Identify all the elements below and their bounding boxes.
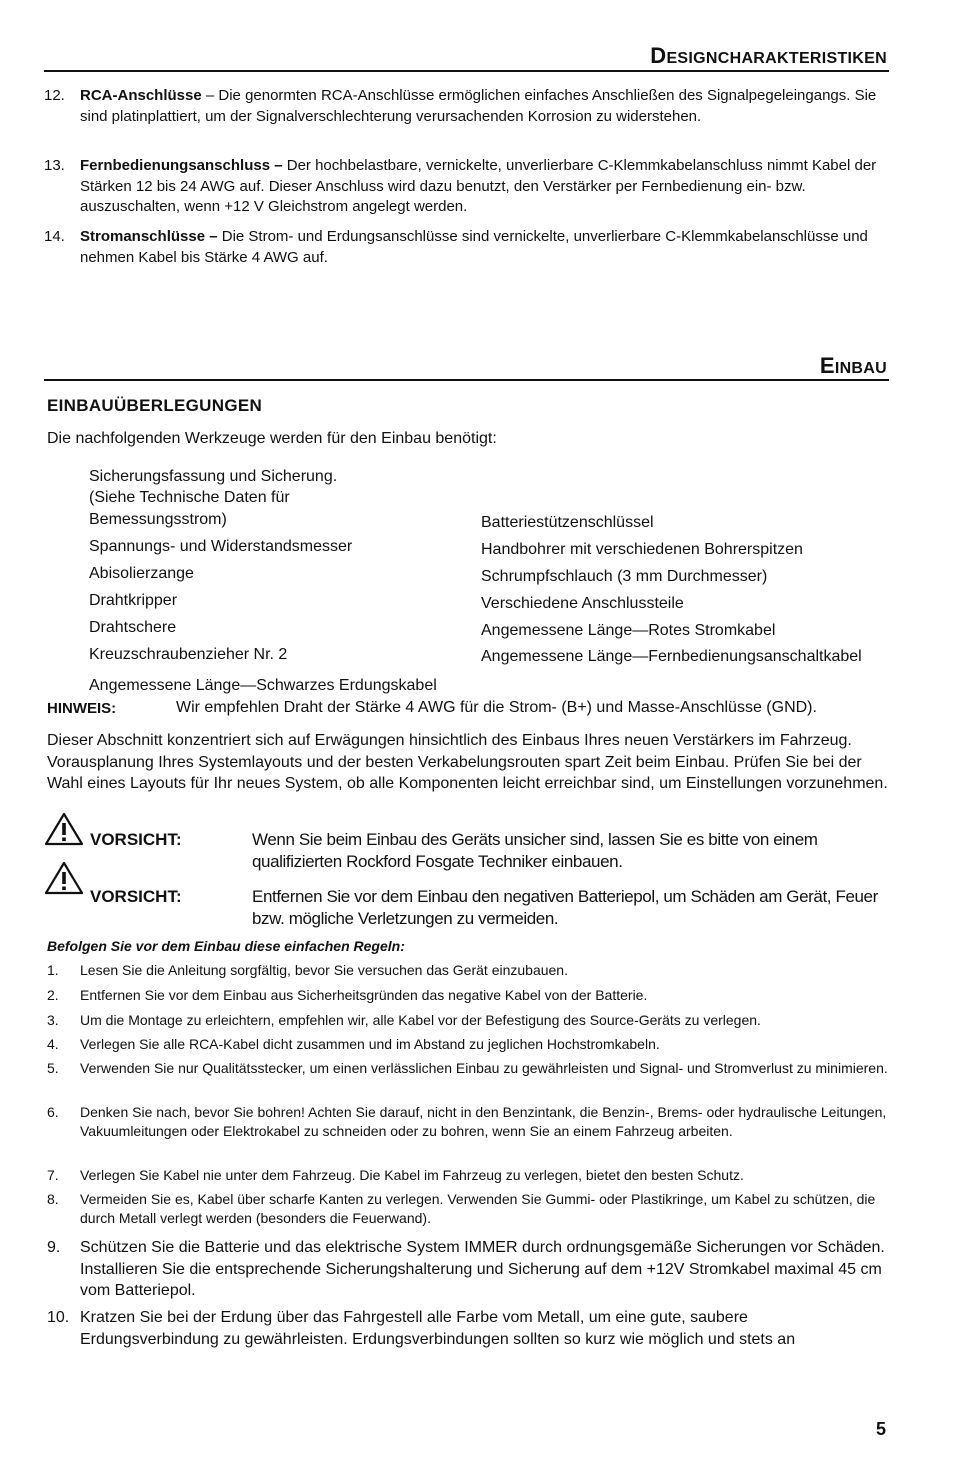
note-text: Wir empfehlen Draht der Stärke 4 AWG für die Strom- (B+) und Masse-Anschlüsse (GND). bbox=[176, 699, 817, 716]
warning-triangle-icon bbox=[44, 812, 84, 846]
rule-item: 6. Denken Sie nach, bevor Sie bohren! Achten Sie darauf, nicht in den Benzintank, die Benzin-, Brems- oder hydraulische Leitungen, Vakuumleitungen oder Elektrokabel zu schneiden oder zu bohren, wenn Sie an einem Fahrzeug arbeiten. bbox=[47, 1104, 887, 1139]
tool-item: Schrumpfschlauch (3 mm Durchmesser) bbox=[481, 568, 768, 585]
tool-item: Abisolierzange bbox=[89, 565, 194, 582]
rule-item: 2. Entfernen Sie vor dem Einbau aus Sicherheitsgründen das negative Kabel von der Batterie. bbox=[47, 987, 648, 1003]
note-label: HINWEIS: bbox=[47, 700, 117, 717]
design-item: 12. RCA-Anschlüsse – Die genormten RCA-Anschlüsse ermöglichen einfaches Anschließen des Signalpegeleingangs. Sie sind platinplattiert, um der Signalverschlechterung verursachenden Korrosion zu widerstehen. bbox=[44, 87, 877, 125]
rule-item: 8. Vermeiden Sie es, Kabel über scharfe Kanten zu verlegen. Verwenden Sie Gummi- oder Plastikringe, um Kabel zu schützen, die durch Metall verlegt werden (besonders die Feuerwand). bbox=[47, 1191, 876, 1226]
design-item: 14. Stromanschlüsse – Die Strom- und Erdungsanschlüsse sind vernickelte, unverlierbare C-Klemmkabelanschlüsse und nehmen Kabel bis Stärke 4 AWG auf. bbox=[44, 228, 868, 266]
tool-item: Batteriestützenschlüssel bbox=[481, 514, 654, 531]
warning-triangle-icon bbox=[44, 861, 84, 895]
section-rule bbox=[44, 379, 889, 381]
rule-item: 10. Kratzen Sie bei der Erdung über das Fahrgestell alle Farbe vom Metall, um eine gute, saubere Erdungsverbindung zu gewährleisten. Erdungsverbindungen sollten so kurz wie möglich und stets an bbox=[47, 1309, 796, 1348]
caution-text: Wenn Sie beim Einbau des Geräts unsicher sind, lassen Sie es bitte von einem qualifizierten Rockford Fosgate Techniker einbauen. bbox=[252, 830, 818, 871]
rule-item: 9. Schützen Sie die Batterie und das elektrische System IMMER durch ordnungsgemäße Sicherungen vor Schäden. Installieren Sie die entsprechende Sicherungshalterung und Sicherung auf dem +12V Stromkabel maximal 45 cm vom Batteriepol. bbox=[47, 1239, 885, 1299]
tool-item: Sicherungsfassung und Sicherung. bbox=[89, 468, 338, 485]
tool-item: Bemessungsstrom) bbox=[89, 511, 227, 528]
tool-item: Angemessene Länge—Schwarzes Erdungskabel bbox=[89, 677, 437, 694]
tool-item: Handbohrer mit verschiedenen Bohrerspitzen bbox=[481, 541, 803, 558]
section-title-einbau: EINBAU bbox=[819, 353, 887, 378]
rule-item: 3. Um die Montage zu erleichtern, empfehlen wir, alle Kabel vor der Befestigung des Source-Geräts zu verlegen. bbox=[47, 1012, 761, 1028]
caution-label: VORSICHT: bbox=[90, 830, 182, 849]
subheading: EINBAUÜBERLEGUNGEN bbox=[47, 396, 263, 415]
rule-item: 4. Verlegen Sie alle RCA-Kabel dicht zusammen und im Abstand zu jeglichen Hochstromkabeln. bbox=[47, 1036, 660, 1052]
tool-item: Angemessene Länge—Fernbedienungsanschaltkabel bbox=[481, 648, 862, 665]
rule-item: 1. Lesen Sie die Anleitung sorgfältig, bevor Sie versuchen das Gerät einzubauen. bbox=[47, 962, 568, 978]
rules-heading: Befolgen Sie vor dem Einbau diese einfachen Regeln: bbox=[47, 938, 405, 954]
caution-text: Entfernen Sie vor dem Einbau den negativen Batteriepol, um Schäden am Gerät, Feuer bzw. mögliche Verletzungen zu vermeiden. bbox=[252, 887, 878, 928]
tools-intro: Die nachfolgenden Werkzeuge werden für den Einbau benötigt: bbox=[47, 430, 497, 447]
section-rule bbox=[44, 70, 889, 72]
intro-paragraph: Dieser Abschnitt konzentriert sich auf Erwägungen hinsichtlich des Einbaus Ihres neuen Verstärkers im Fahrzeug. Vorausplanung Ihres Systemlayouts und der besten Verkabelungsrouten spart Zeit beim Einbau. Prüfen Sie bei der Wahl eines Layouts für Ihr neues System, ob alle Komponenten leicht erreichbar sind, um Einstellungen vorzunehmen. bbox=[47, 732, 888, 792]
tool-item: (Siehe Technische Daten für bbox=[89, 489, 290, 506]
tool-item: Drahtkripper bbox=[89, 592, 178, 609]
rule-item: 5. Verwenden Sie nur Qualitätsstecker, um einen verlässlichen Einbau zu gewährleisten und Signal- und Stromverlust zu minimieren. bbox=[47, 1060, 888, 1076]
tool-item: Kreuzschraubenzieher Nr. 2 bbox=[89, 646, 288, 663]
section-title-designcharakteristiken: DESIGNCHARAKTERISTIKEN bbox=[650, 43, 887, 68]
page-number: 5 bbox=[875, 1419, 886, 1439]
tool-item: Verschiedene Anschlussteile bbox=[481, 595, 684, 612]
design-item: 13. Fernbedienungsanschluss – Der hochbelastbare, vernickelte, unverlierbare C-Klemmkabelanschluss nimmt Kabel der Stärken 12 bis 24 AWG auf. Dieser Anschluss wird dazu benutzt, den Verstärker per Fernbedienung ein- bzw. auszuschalten, wenn +12 V Gleichstrom angelegt werden. bbox=[44, 157, 877, 215]
tool-item: Angemessene Länge—Rotes Stromkabel bbox=[481, 622, 776, 639]
tool-item: Drahtschere bbox=[89, 619, 177, 636]
tool-item: Spannungs- und Widerstandsmesser bbox=[89, 538, 353, 555]
rule-item: 7. Verlegen Sie Kabel nie unter dem Fahrzeug. Die Kabel im Fahrzeug zu verlegen, bietet den besten Schutz. bbox=[47, 1167, 744, 1183]
caution-label: VORSICHT: bbox=[90, 887, 182, 906]
